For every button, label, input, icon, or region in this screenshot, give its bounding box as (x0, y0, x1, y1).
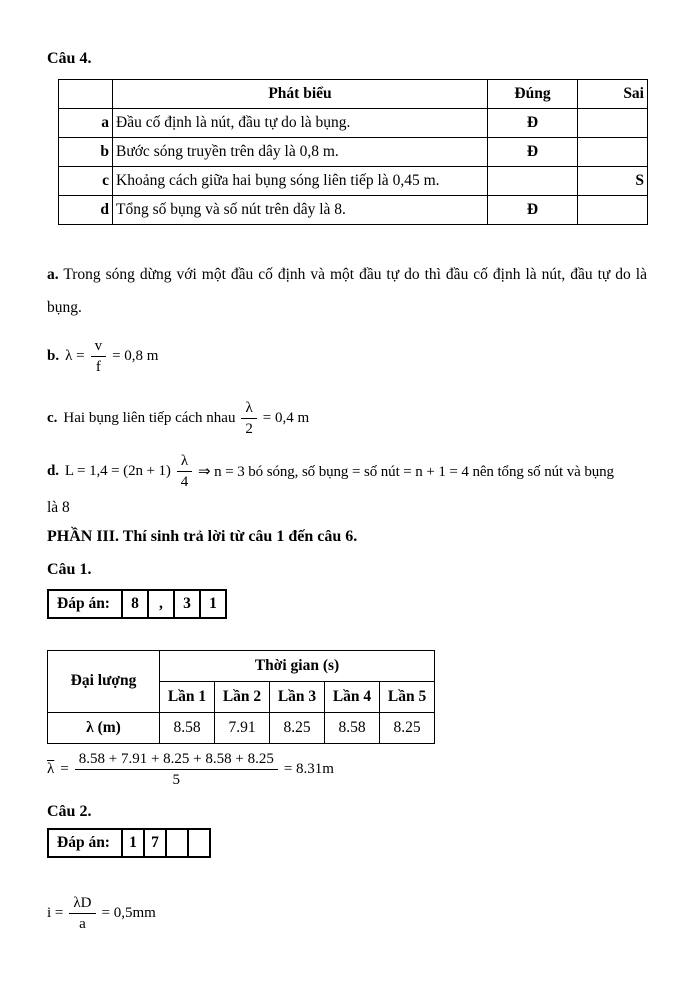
fraction-numerator: λ (241, 398, 256, 419)
answer-digit-cell: 1 (209, 594, 217, 612)
fraction-numerator: v (91, 336, 107, 357)
sai-mark-cell: S (578, 167, 648, 196)
fraction-denominator: 5 (172, 771, 181, 788)
fraction-lambda-over-4 (177, 451, 192, 493)
statement-row-b (59, 138, 648, 167)
false-column-header: Sai (578, 80, 648, 109)
formula-d-result: ⇒ n = 3 bó sóng, số bụng = số nút = n + 1 = 4 nên tổng số nút và bụng (198, 464, 614, 481)
statement-cell: Khoảng cách giữa hai bụng sóng liên tiếp là 0,45 m. (113, 167, 488, 196)
dung-mark-cell: Đ (488, 138, 578, 167)
fraction-denominator: f (95, 359, 101, 376)
mean-result: = 8.31m (283, 760, 334, 777)
measurement-table-group-row (48, 650, 435, 681)
statements-table-header-row (59, 80, 648, 109)
row-key: a (59, 109, 113, 138)
lambda-value-cell: 8.25 (380, 712, 435, 743)
answer-digit-cell: 3 (175, 591, 201, 617)
cau1-answer-box (47, 589, 227, 619)
trial-header: Lần 3 (270, 681, 325, 712)
lambda-value-cell: 8.58 (325, 712, 380, 743)
formula-i-result: = 0,5mm (101, 905, 156, 922)
lambda-value-cell: 7.91 (215, 712, 270, 743)
row-key: d (59, 196, 113, 225)
explanation-b-label: b. (47, 348, 60, 365)
statement-cell: Đầu cố định là nút, đầu tự do là bụng. (113, 109, 488, 138)
statement-row-d (59, 196, 648, 225)
trial-header: Lần 5 (380, 681, 435, 712)
answer-digit-cell: 7 (145, 830, 167, 856)
statement-cell: Bước sóng truyền trên dây là 0,8 m. (113, 138, 488, 167)
trial-header: Lần 1 (160, 681, 215, 712)
formula-d-lhs: L = 1,4 = (2n + 1) (64, 463, 171, 480)
fraction-mean (75, 749, 278, 791)
explanation-c-label: c. (47, 409, 58, 426)
explanation-d-formula (47, 451, 647, 493)
lambda-value-cell: 8.25 (270, 712, 325, 743)
dung-mark-cell: Đ (488, 196, 578, 225)
fraction-numerator: λD (69, 893, 95, 914)
row-key: c (59, 167, 113, 196)
explanation-a-text: Trong sóng dừng với một đầu cố định và một đầu tự do thì đầu cố định là nút, đầu tự do là bụng. (47, 266, 647, 316)
explanation-b-formula (47, 336, 647, 378)
explanation-a (47, 258, 647, 324)
lambda-bar-symbol: $\overline{\lambda}$ (47, 760, 55, 777)
formula-i-lhs: i = (47, 905, 64, 922)
true-column-header: Đúng (488, 80, 578, 109)
row-key: b (59, 138, 113, 167)
cau2-answer-box (47, 828, 211, 858)
equals-sign: = (60, 760, 69, 777)
answer-digit-cell: 8 (123, 591, 149, 617)
fraction-denominator: 2 (245, 420, 253, 437)
statements-table (58, 79, 648, 225)
fraction-denominator: 4 (180, 474, 189, 491)
fraction-v-over-f (91, 336, 107, 378)
fraction-numerator: λ (177, 451, 192, 472)
formula-c-result: = 0,4 m (262, 409, 310, 426)
part3-heading: PHẦN III. Thí sinh trả lời từ câu 1 đến câu 6. (47, 527, 358, 545)
explanation-c-formula (47, 398, 647, 440)
fringe-spacing-formula (47, 893, 647, 935)
statement-column-header: Phát biểu (113, 80, 488, 109)
fraction-lambdaD-over-a (69, 893, 95, 935)
fraction-denominator: a (79, 916, 86, 933)
mean-lambda-formula (47, 749, 647, 791)
dung-mark-cell (488, 167, 578, 196)
trial-header: Lần 2 (215, 681, 270, 712)
measurement-table-values-row (48, 712, 435, 743)
statement-row-c (59, 167, 648, 196)
dung-mark-cell: Đ (488, 109, 578, 138)
corner-empty-cell (59, 80, 113, 109)
answer-digit-cell: , (149, 591, 175, 617)
answer-digit-cell (189, 830, 209, 856)
sai-mark-cell (578, 196, 648, 225)
lambda-value-cell: 8.58 (160, 712, 215, 743)
time-group-header: Thời gian (s) (160, 650, 435, 681)
fraction-lambda-over-2 (241, 398, 256, 440)
fraction-numerator: 8.58 + 7.91 + 8.25 + 8.58 + 8.25 (75, 749, 278, 770)
explanation-a-label: a. (47, 266, 59, 283)
sai-mark-cell (578, 138, 648, 167)
answer-label: Đáp án: (49, 830, 123, 856)
lambda-row-label: λ (m) (48, 712, 160, 743)
answer-digit-cell (167, 830, 189, 856)
explanation-c-text: Hai bụng liên tiếp cách nhau (63, 409, 236, 426)
statement-cell: Tổng số bụng và số nút trên dây là 8. (113, 196, 488, 225)
trial-header: Lần 4 (325, 681, 380, 712)
measurement-table (47, 650, 435, 744)
sai-mark-cell (578, 109, 648, 138)
explanation-d-label: d. (47, 463, 59, 480)
cau1-heading: Câu 1. (47, 560, 92, 578)
quantity-header: Đại lượng (48, 650, 160, 712)
cau2-heading: Câu 2. (47, 803, 92, 820)
formula-b-lhs: λ = (65, 348, 85, 365)
explanation-d-line2: là 8 (47, 498, 70, 516)
answer-digit-cell: 1 (123, 830, 145, 856)
answer-label: Đáp án: (49, 591, 123, 617)
cau4-heading: Câu 4. (47, 50, 92, 67)
statement-row-a (59, 109, 648, 138)
formula-b-result: = 0,8 m (112, 348, 159, 365)
